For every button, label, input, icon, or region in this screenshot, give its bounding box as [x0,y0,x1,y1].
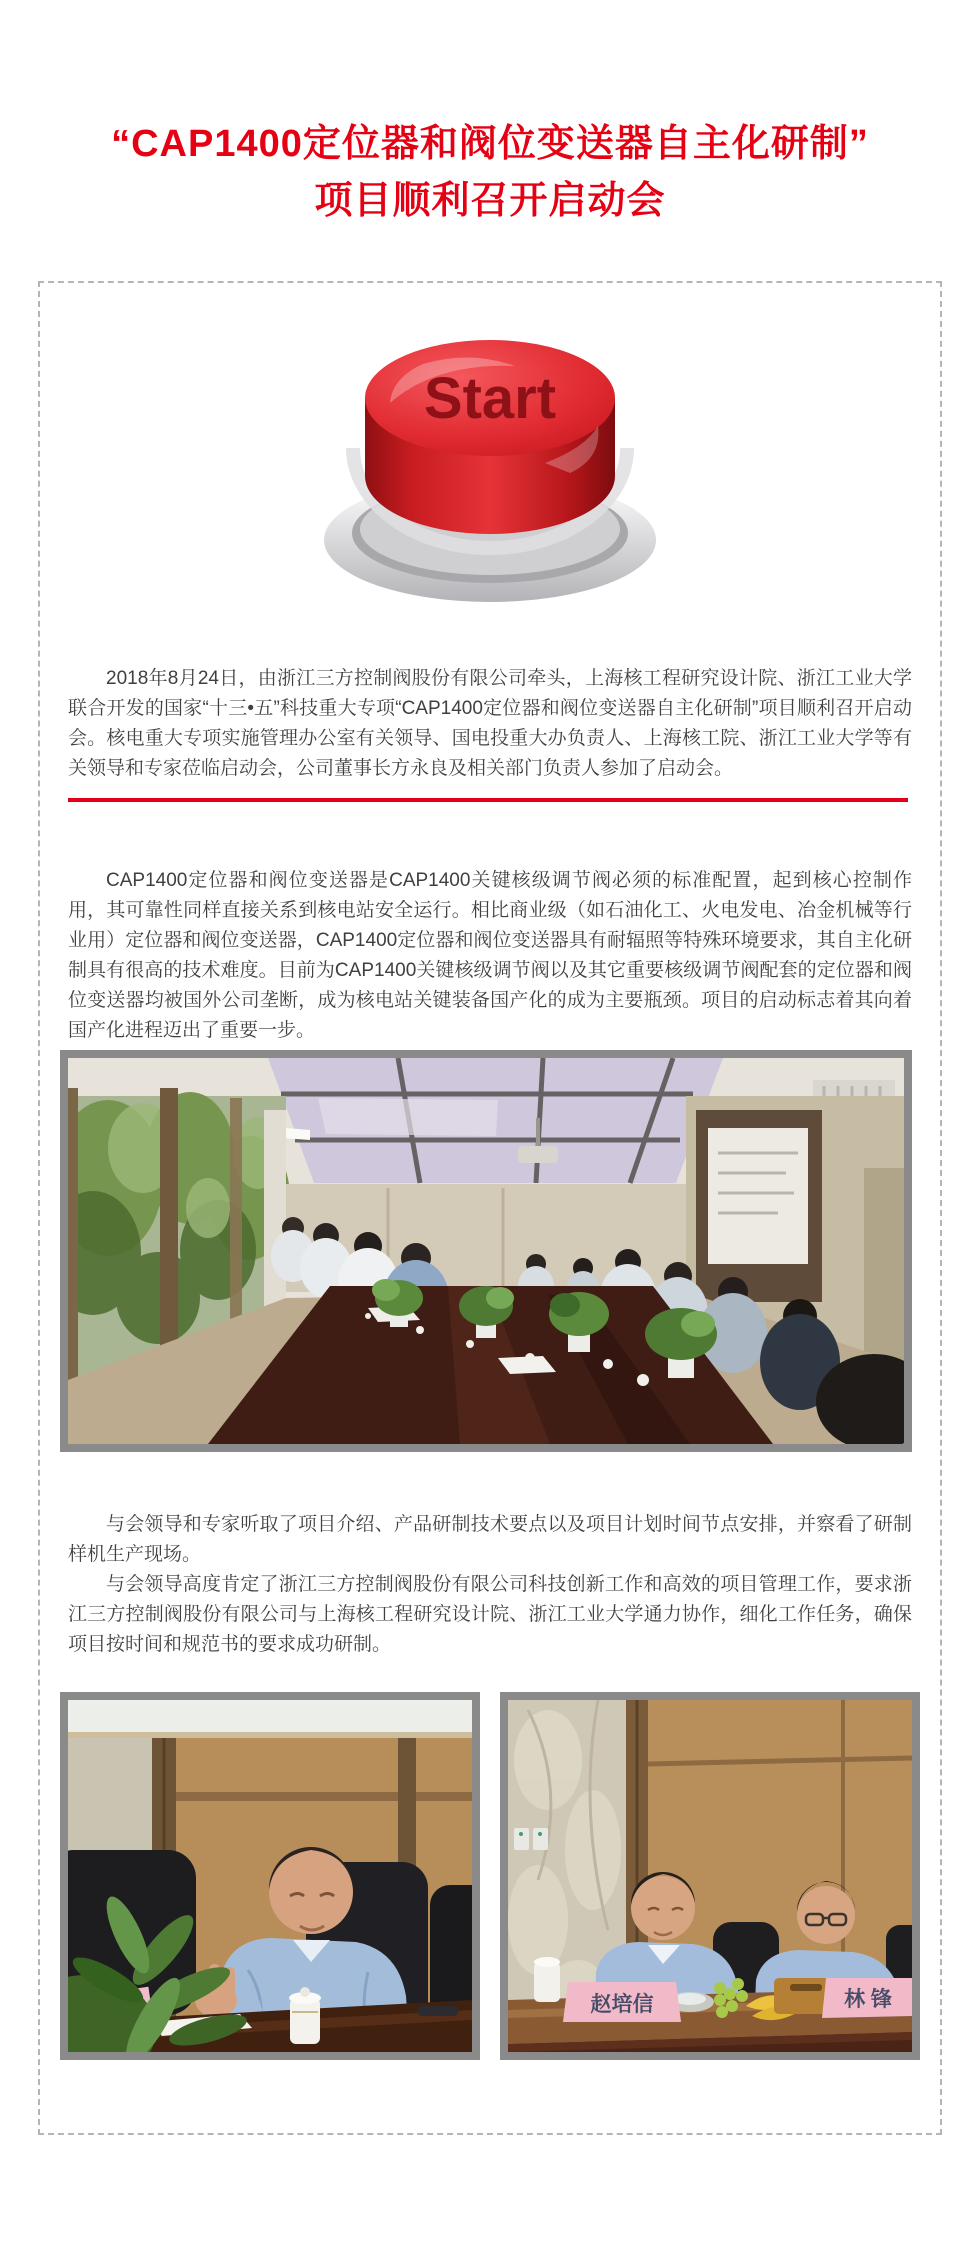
page-title-line-1: “CAP1400定位器和阀位变送器自主化研制” [111,123,869,165]
article-paragraph-3: 与会领导和专家听取了项目介绍、产品研制技术要点以及项目计划时间节点安排，并察看了研制样机生产现场。 [68,1514,912,1565]
nameplate-left-text: 赵培信 [590,1993,654,2016]
attendees-photo [500,1692,920,2060]
speaker-photo-image [68,1700,472,2052]
article-paragraph-2: CAP1400定位器和阀位变送器是CAP1400关键核级调节阀必须的标准配置，起到核心控制作用，其可靠性同样直接关系到核电站安全运行。相比商业级（如石油化工、火电发电、冶金机械等行业用）定位器和阀位变送器，CAP1400定位器和阀位变送器具有耐辐照等特殊环境要求，其自主化研制具有很高的技术难度。目前为CAP1400关键核级调节阀以及其它重要核级调节阀配套的定位器和阀位变送器均被国外公司垄断，成为核电站关键装备国产化的成为主要瓶颈。项目的启动标志着其向着国产化进程迈出了重要一步。 [68,870,912,1041]
meeting-room-photo [60,1050,912,1452]
start-button-label: Start [423,366,557,431]
article-paragraph-4: 与会领导高度肯定了浙江三方控制阀股份有限公司科技创新工作和高效的项目管理工作，要求浙江三方控制阀股份有限公司与上海核工程研究设计院、浙江工业大学通力协作，细化工作任务，确保项目按时间和规范书的要求成功研制。 [68,1574,912,1655]
article-paragraph-1: 2018年8月24日，由浙江三方控制阀股份有限公司牵头，上海核工程研究设计院、浙江工业大学联合开发的国家“十三•五”科技重大专项“CAP1400定位器和阀位变送器自主化研制”项目顺利召开启动会。核电重大专项实施管理办公室有关领导、国电投重大办负责人、上海核工院、浙江工业大学等有关领导和专家莅临启动会，公司董事长方永良及相关部门负责人参加了启动会。 [68,668,912,779]
nameplate-right [822,1978,912,2018]
red-divider-line [68,798,908,802]
nameplate-right-text: 林 锋 [844,1988,892,2011]
page-title [0,116,980,230]
speaker-photo [60,1692,480,2060]
page-title-line-2: 项目顺利召开启动会 [314,180,666,222]
attendees-photo-image [508,1700,912,2052]
content-frame [38,281,942,2135]
article-paragraph-group [68,1510,912,1660]
nameplate-left [563,1982,681,2022]
start-button-illustration [320,308,660,608]
meeting-room-photo-image [68,1058,904,1444]
start-button-icon [320,308,660,608]
